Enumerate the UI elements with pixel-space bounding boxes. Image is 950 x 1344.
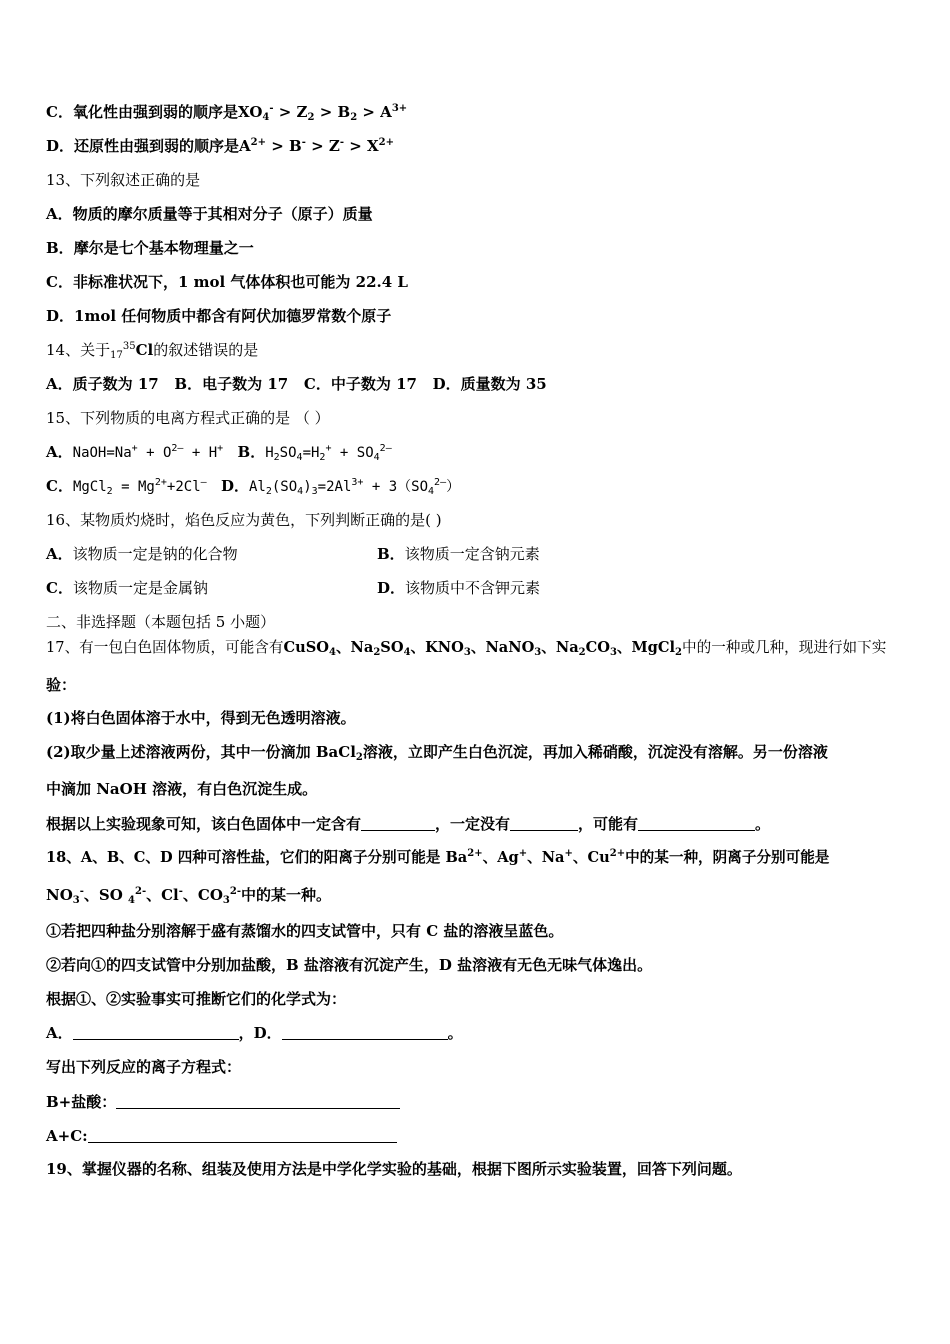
q15-options-ab: A．NaOH=Na+ + $O^{2—} + H^+$ B．$H_2SO_4=H_2^+ + SO_4^{2—}$ [46, 443, 392, 463]
answer-blank[interactable] [116, 1094, 400, 1109]
q16-options-cd: C．该物质一定是金属钠 D．该物质中不含钾元素 [46, 579, 541, 597]
q18-fill: A． ，D． 。 [46, 1024, 463, 1042]
q13-option-a: A．物质的摩尔质量等于其相对分子（原子）质量 [46, 205, 373, 223]
answer-blank[interactable] [73, 1025, 239, 1040]
answer-blank[interactable] [282, 1025, 448, 1040]
q17-stem: 17、有一包白色固体物质，可能含有CuSO$_4$、$Na_2SO_4$、$KNO_3$、NaNO$_3$、$Na_2CO_3$、MgCl$_2$中的一种或几种，现进行如下实 [46, 639, 887, 658]
q18-condition-1: ①若把四种盐分别溶解于盛有蒸馏水的四支试管中，只有 C 盐的溶液呈蓝色。 [46, 922, 564, 940]
q18-stem: 18、A、B、C、D 四种可溶性盐，它们的阳离子分别可能是 $Ba^{2+}$、Ag+、Na+、$Cu^{2+}$中的某一种，阴离子分别可能是 [46, 848, 830, 866]
answer-blank[interactable] [361, 816, 435, 831]
q13-option-b: B．摩尔是七个基本物理量之一 [46, 239, 254, 257]
q15-stem: 15、下列物质的电离方程式正确的是 （ ） [46, 409, 330, 427]
q13-stem: 13、下列叙述正确的是 [46, 171, 201, 189]
q18-anions: $NO_3^-$、SO $_4^{2-}$、Cl-、$CO_3^{2-}$中的某一种。 [46, 886, 332, 906]
q12-option-c: C．氧化性由强到弱的顺序是$XO_4^- > Z_2 > B_2 > A^{3+}$ [46, 103, 408, 123]
answer-blank[interactable] [510, 816, 578, 831]
answer-blank[interactable] [88, 1128, 397, 1143]
q18-eq-title: 写出下列反应的离子方程式： [46, 1058, 242, 1076]
q16-stem: 16、某物质灼烧时，焰色反应为黄色，下列判断正确的是( ) [46, 511, 442, 529]
q12-option-d: D．还原性由强到弱的顺序是$A^{2+} > B^- > Z^- > X^{2+}$ [46, 137, 394, 155]
q17-step-2-cont: 中滴加 NaOH 溶液，有白色沉淀生成。 [46, 780, 318, 798]
answer-blank[interactable] [638, 816, 755, 831]
q19-stem: 19、掌握仪器的名称、组装及使用方法是中学化学实验的基础，根据下图所示实验装置，回答下列问题。 [46, 1160, 742, 1178]
q18-eq-1: B+盐酸： [46, 1093, 400, 1111]
q18-infer: 根据①、②实验事实可推断它们的化学式为： [46, 990, 347, 1008]
q18-eq-2: A+C: [46, 1127, 397, 1145]
q15-options-cd: C．MgCl$_2$ = $Mg^{2+}+2Cl^—$ D．$Al_2(SO_4)_3=2Al^{3+} + 3(SO_4^{2—})$ [46, 477, 461, 497]
q16-options-ab: A．该物质一定是钠的化合物 B．该物质一定含钠元素 [46, 545, 540, 563]
q17-step-1: (1)将白色固体溶于水中，得到无色透明溶液。 [46, 709, 356, 727]
q18-condition-2: ②若向①的四支试管中分别加盐酸，B 盐溶液有沉淀产生，D 盐溶液有无色无味气体逸出。 [46, 956, 653, 974]
section-title: 二、非选择题（本题包括 5 小题） [46, 613, 276, 631]
q14-options: A．质子数为 17 B．电子数为 17 C．中子数为 17 D．质量数为 35 [46, 375, 547, 393]
q17-conclusion: 根据以上实验现象可知，该白色固体中一定含有 ，一定没有 ，可能有 。 [46, 815, 771, 833]
q17-step-2: (2)取少量上述溶液两份，其中一份滴加 BaCl$_2$溶液，立即产生白色沉淀，再加入稀硝酸，沉淀没有溶解。另一份溶液 [46, 743, 828, 763]
q13-option-c: C．非标准状况下，1 mol 气体体积也可能为 22.4 L [46, 273, 408, 291]
q17-stem-cont: 验： [46, 676, 77, 694]
q14-stem: 14、关于$_{17}^{35}$Cl的叙述错误的是 [46, 341, 259, 361]
q13-option-d: D．1mol 任何物质中都含有阿伏加德罗常数个原子 [46, 307, 392, 325]
